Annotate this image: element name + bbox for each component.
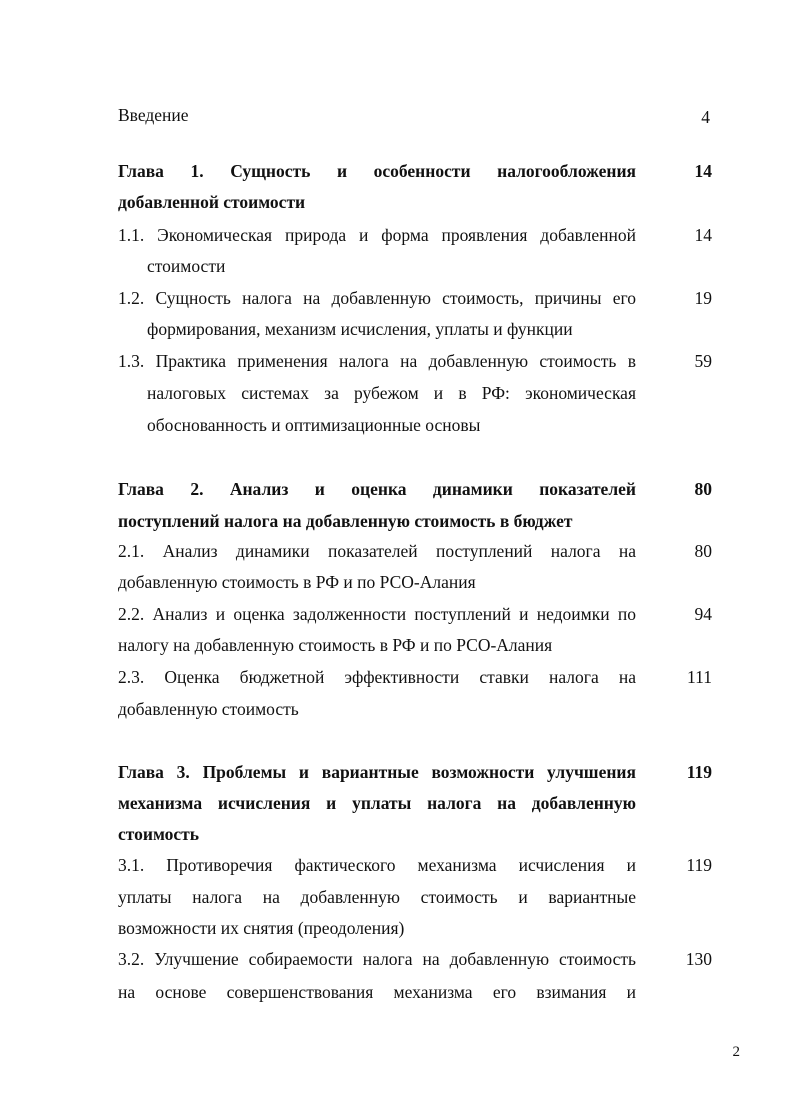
chapter1-title-line1: Глава 1. Сущность и особенности налогообложения — [118, 161, 636, 181]
chapter1-title-line2: добавленной стоимости — [118, 192, 306, 212]
section-2-2-page: 94 — [694, 604, 712, 624]
chapter3-title-line1: Глава 3. Проблемы и вариантные возможности улучшения — [118, 762, 636, 782]
section-1-1-line2: стоимости — [147, 256, 226, 276]
section-1-3-line2: налоговых системах за рубежом и в РФ: экономическая — [147, 383, 636, 403]
page-number: 2 — [732, 1044, 740, 1060]
section-3-1-line1: 3.1. Противоречия фактического механизма исчисления и — [118, 855, 636, 875]
section-1-2-page: 19 — [694, 288, 712, 308]
section-2-2-line2: налогу на добавленную стоимость в РФ и по РСО-Алания — [118, 635, 553, 655]
section-1-3-line3: обоснованность и оптимизационные основы — [147, 415, 481, 435]
chapter3-title-line2: механизма исчисления и уплаты налога на добавленную — [118, 793, 636, 813]
chapter3-page: 119 — [686, 762, 712, 782]
section-1-3-line1: 1.3. Практика применения налога на добавленную стоимость в — [118, 351, 636, 371]
section-2-1-page: 80 — [694, 541, 712, 561]
section-3-1-line3: возможности их снятия (преодоления) — [118, 918, 405, 938]
chapter2-page: 80 — [694, 479, 712, 499]
section-2-3-line2: добавленную стоимость — [118, 699, 299, 719]
section-3-2-line2: на основе совершенствования механизма его взимания и — [118, 982, 636, 1002]
section-1-1-line1: 1.1. Экономическая природа и форма проявления добавленной — [118, 225, 636, 245]
section-3-2-page: 130 — [685, 949, 712, 969]
section-2-1-line2: добавленную стоимость в РФ и по РСО-Алания — [118, 572, 476, 592]
section-3-1-page: 119 — [686, 855, 712, 875]
chapter2-title-line1: Глава 2. Анализ и оценка динамики показателей — [118, 479, 636, 499]
toc-intro-page: 4 — [701, 107, 710, 127]
section-2-1-line1: 2.1. Анализ динамики показателей поступлений налога на — [118, 541, 636, 561]
chapter3-title-line3: стоимость — [118, 824, 200, 844]
section-2-3-page: 111 — [687, 667, 712, 687]
chapter1-page: 14 — [694, 161, 712, 181]
toc-intro-title: Введение — [118, 105, 189, 125]
section-2-2-line1: 2.2. Анализ и оценка задолженности поступлений и недоимки по — [118, 604, 636, 624]
chapter2-title-line2: поступлений налога на добавленную стоимость в бюджет — [118, 511, 573, 531]
section-1-3-page: 59 — [694, 351, 712, 371]
section-1-1-page: 14 — [694, 225, 712, 245]
section-2-3-line1: 2.3. Оценка бюджетной эффективности ставки налога на — [118, 667, 636, 687]
section-1-2-line2: формирования, механизм исчисления, уплаты и функции — [147, 319, 573, 339]
section-3-2-line1: 3.2. Улучшение собираемости налога на добавленную стоимость — [118, 949, 636, 969]
section-1-2-line1: 1.2. Сущность налога на добавленную стоимость, причины его — [118, 288, 636, 308]
section-3-1-line2: уплаты налога на добавленную стоимость и вариантные — [118, 887, 636, 907]
